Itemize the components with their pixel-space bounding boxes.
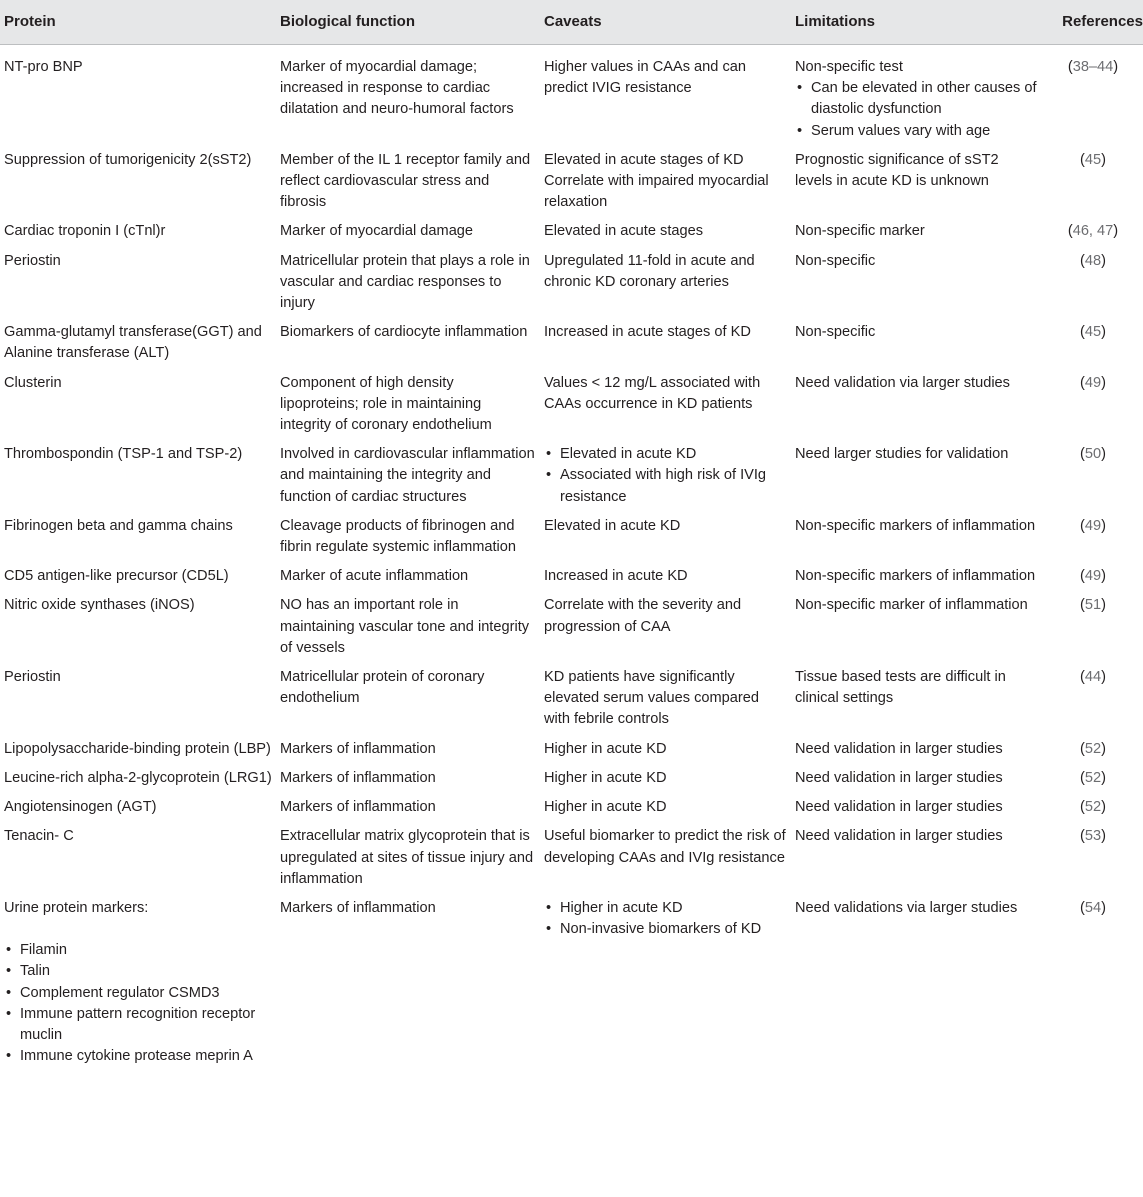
cell-caveats: Upregulated 11-fold in acute and chronic KD coronary arteries (544, 252, 755, 290)
table-row (0, 45, 1143, 146)
cell-references: (48) (1080, 252, 1106, 269)
cell-function: Extracellular matrix glycoprotein that is upregulated at sites of tissue injury and inflammation (280, 828, 534, 887)
table-body (0, 45, 1143, 1072)
cell-function: Matricellular protein that plays a role in vascular and cardiac responses to injury (280, 252, 530, 312)
cell-protein: Periostin (4, 252, 61, 269)
cell-protein: CD5 antigen-like precursor (CD5L) (4, 568, 229, 585)
cell-protein: Gamma-glutamyl transferase(GGT) and Alanine transferase (ALT) (4, 324, 262, 362)
cell-protein: Clusterin (4, 374, 62, 391)
cell-protein: Periostin (4, 669, 61, 686)
cell-caveats: Elevated in acute stages of KD Correlate with impaired myocardial relaxation (544, 151, 769, 211)
table-row (0, 822, 1143, 894)
table-header (0, 0, 1143, 45)
cell-limitations: Non-specific (795, 324, 876, 341)
list-item: • Higher in acute KD (544, 898, 787, 919)
reference-link[interactable]: 38–44 (1072, 59, 1114, 75)
reference-link[interactable]: 49 (1084, 374, 1102, 391)
cell-references: (45) (1080, 324, 1106, 341)
caveats-list (544, 898, 787, 940)
cell-caveats: Higher in acute KD (544, 799, 667, 816)
cell-limitations: Tissue based tests are difficult in clinical settings (795, 669, 1006, 707)
list-item: • Immune pattern recognition receptor muclin (4, 1004, 272, 1046)
cell-protein (0, 894, 276, 1071)
reference-link[interactable]: 49 (1084, 517, 1102, 534)
cell-limitations: Non-specific marker (795, 223, 925, 240)
cell-limitations: Need larger studies for validation (795, 446, 1009, 463)
cell-references: (38–44) (1067, 59, 1119, 75)
cell-caveats: Values < 12 mg/L associated with CAAs occurrence in KD patients (544, 374, 761, 412)
cell-caveats: Correlate with the severity and progression of CAA (544, 597, 742, 635)
list-item: • Elevated in acute KD (544, 444, 787, 465)
cell-function: Marker of myocardial damage; increased in response to cardiac dilatation and neuro-humoral factors (280, 59, 514, 118)
limitations-list (795, 78, 1039, 142)
cell-protein: Suppression of tumorigenicity 2(sST2) (4, 151, 252, 168)
cell-caveats: Increased in acute KD (544, 568, 688, 585)
header-limitations: Limitations (791, 0, 1043, 45)
cell-caveats: Higher in acute KD (544, 740, 667, 757)
cell-function: Involved in cardiovascular inflammation and maintaining the integrity and function of cardiac structures (280, 446, 535, 505)
cell-caveats: Elevated in acute stages (544, 223, 704, 240)
cell-limitations: Non-specific (795, 252, 876, 269)
cell-caveats: Elevated in acute KD (544, 517, 681, 534)
header-protein: Protein (0, 0, 276, 45)
list-item: • Talin (4, 961, 272, 982)
cell-limitations (791, 45, 1043, 146)
cell-references: (54) (1080, 899, 1106, 916)
cell-function: Matricellular protein of coronary endothelium (280, 669, 485, 707)
list-item: • Associated with high risk of IVIg resistance (544, 465, 787, 507)
table-row (0, 764, 1143, 793)
cell-protein: Thrombospondin (TSP-1 and TSP-2) (4, 446, 243, 463)
cell-caveats: Increased in acute stages of KD (544, 324, 751, 341)
table-row (0, 318, 1143, 368)
cell-references: (44) (1080, 669, 1106, 686)
cell-references: (49) (1080, 517, 1106, 534)
list-item: • Filamin (4, 940, 272, 961)
cell-caveats: KD patients have significantly elevated serum values compared with febrile controls (544, 669, 759, 728)
header-function: Biological function (276, 0, 540, 45)
cell-limitations: Need validation in larger studies (795, 769, 1003, 786)
cell-references: (46, 47) (1067, 223, 1119, 240)
cell-function: Markers of inflammation (280, 899, 436, 916)
reference-link[interactable]: 52 (1084, 740, 1102, 757)
table-row (0, 793, 1143, 822)
table-row (0, 894, 1143, 1071)
table-row (0, 247, 1143, 319)
cell-caveats (540, 894, 791, 1071)
cell-limitations: Need validation in larger studies (795, 799, 1003, 816)
cell-limitations: Non-specific markers of inflammation (795, 568, 1036, 585)
table-row (0, 562, 1143, 591)
cell-limitations: Need validation in larger studies (795, 828, 1003, 845)
cell-function: Marker of myocardial damage (280, 223, 474, 240)
header-references: References (1043, 0, 1143, 45)
reference-link[interactable]: 48 (1084, 252, 1102, 269)
cell-references: (49) (1080, 568, 1106, 585)
reference-link[interactable]: 54 (1084, 899, 1102, 916)
table-row (0, 369, 1143, 441)
list-item: • Serum values vary with age (795, 121, 1039, 142)
table-row (0, 591, 1143, 663)
cell-function: Markers of inflammation (280, 769, 436, 786)
cell-limitations: Non-specific markers of inflammation (795, 517, 1036, 534)
cell-limitations: Non-specific marker of inflammation (795, 597, 1028, 614)
cell-references: (52) (1080, 769, 1106, 786)
reference-link[interactable]: 52 (1084, 769, 1102, 786)
cell-references: (49) (1080, 374, 1106, 391)
caveats-list (544, 444, 787, 508)
cell-function: Marker of acute inflammation (280, 568, 469, 585)
table-row (0, 663, 1143, 735)
cell-caveats: Higher in acute KD (544, 769, 667, 786)
reference-link[interactable]: 46, 47 (1072, 223, 1114, 240)
list-item: • Immune cytokine protease meprin A (4, 1046, 272, 1067)
cell-limitations: Need validations via larger studies (795, 899, 1018, 916)
cell-protein: Nitric oxide synthases (iNOS) (4, 597, 195, 614)
table-row (0, 735, 1143, 764)
cell-limitations: Prognostic significance of sST2 levels in acute KD is unknown (795, 151, 999, 190)
cell-function: Biomarkers of cardiocyte inflammation (280, 324, 528, 341)
table-row (0, 217, 1143, 246)
cell-references: (50) (1080, 446, 1106, 463)
list-item: • Can be elevated in other causes of diastolic dysfunction (795, 78, 1039, 120)
cell-caveats: Useful biomarker to predict the risk of developing CAAs and IVIg resistance (544, 828, 786, 866)
reference-link[interactable]: 53 (1084, 828, 1102, 845)
cell-function: NO has an important role in maintaining vascular tone and integrity of vessels (280, 597, 530, 656)
cell-protein: Angiotensinogen (AGT) (4, 799, 157, 816)
cell-function: Cleavage products of fibrinogen and fibrin regulate systemic inflammation (280, 517, 517, 556)
cell-function: Component of high density lipoproteins; role in maintaining integrity of coronary endothelium (280, 374, 492, 434)
cell-protein: Fibrinogen beta and gamma chains (4, 517, 233, 534)
cell-references: (52) (1080, 740, 1106, 757)
cell-references: (52) (1080, 799, 1106, 816)
header-caveats: Caveats (540, 0, 791, 45)
table-row (0, 512, 1143, 562)
cell-references: (45) (1080, 151, 1106, 168)
reference-link[interactable]: 45 (1084, 151, 1102, 168)
cell-protein: Tenacin- C (4, 828, 74, 845)
reference-link[interactable]: 45 (1084, 324, 1102, 341)
reference-link[interactable]: 51 (1084, 597, 1102, 614)
header-row (0, 0, 1143, 45)
cell-function: Member of the IL 1 receptor family and reflect cardiovascular stress and fibrosis (280, 151, 531, 211)
limitations-text: Non-specific test (795, 59, 903, 75)
reference-link[interactable]: 44 (1084, 669, 1102, 686)
cell-protein: NT-pro BNP (4, 59, 83, 75)
cell-references: (53) (1080, 828, 1106, 845)
list-item: • Non-invasive biomarkers of KD (544, 919, 787, 940)
cell-references: (51) (1080, 597, 1106, 614)
reference-link[interactable]: 50 (1084, 446, 1102, 463)
table-row (0, 440, 1143, 512)
cell-protein: Cardiac troponin I (cTnl)r (4, 223, 166, 240)
list-item: • Complement regulator CSMD3 (4, 983, 272, 1004)
reference-link[interactable]: 52 (1084, 799, 1102, 816)
protein-list (4, 940, 272, 1067)
protein-text: Urine protein markers: (4, 899, 149, 916)
cell-function: Markers of inflammation (280, 799, 436, 816)
cell-protein: Leucine-rich alpha-2-glycoprotein (LRG1) (4, 769, 272, 786)
cell-caveats: Higher values in CAAs and can predict IVIG resistance (544, 59, 746, 97)
cell-caveats (540, 440, 791, 512)
cell-limitations: Need validation via larger studies (795, 374, 1010, 391)
reference-link[interactable]: 49 (1084, 568, 1102, 585)
cell-protein: Lipopolysaccharide-binding protein (LBP) (4, 740, 271, 757)
cell-function: Markers of inflammation (280, 740, 436, 757)
cell-limitations: Need validation in larger studies (795, 740, 1003, 757)
table-row (0, 146, 1143, 218)
